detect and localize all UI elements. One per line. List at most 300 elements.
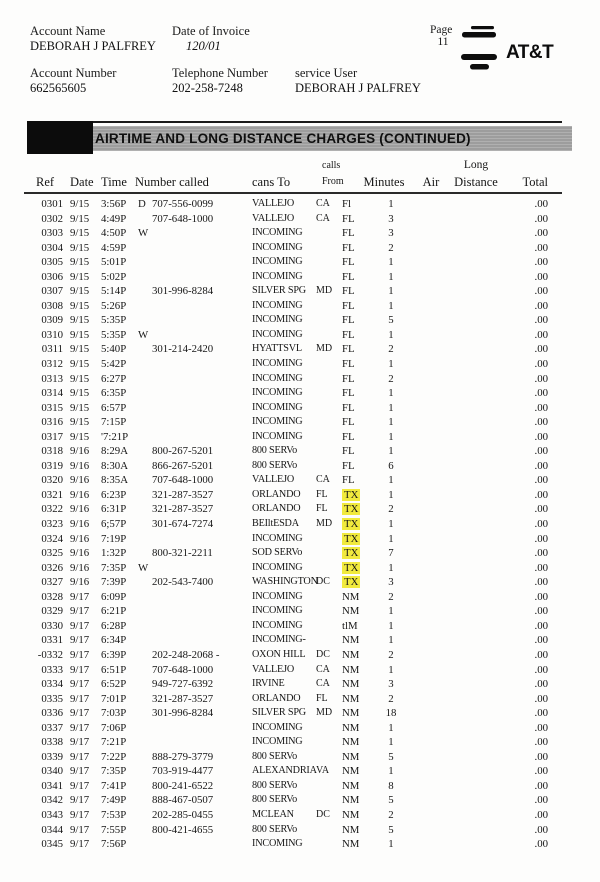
cell-number-called: 301-674-7274 — [152, 518, 214, 531]
cell-calls-from: NM — [342, 721, 360, 734]
cell-date: 9/16 — [70, 459, 90, 472]
cell-number-called — [152, 561, 252, 576]
cell-time: 5:35P — [101, 314, 127, 327]
cell-time: 7:21P — [101, 736, 127, 749]
cell-total: .00 — [534, 576, 548, 589]
cell-flag — [138, 604, 152, 619]
col-header-air: Air — [422, 175, 440, 189]
cell-flag — [138, 255, 152, 270]
cell-number-called: 202-285-0455 — [152, 808, 214, 821]
table-row — [0, 764, 600, 779]
cell-time: 6:21P — [101, 605, 127, 618]
cell-calls-to: INCOMING — [252, 256, 303, 268]
cell-calls-from: NM — [342, 794, 360, 807]
cell-date: 9/17 — [70, 823, 90, 836]
cell-time: 5:14P — [101, 285, 127, 298]
cell-total: .00 — [534, 314, 548, 327]
cell-calls-from: FL — [342, 328, 355, 341]
cell-date: 9/15 — [70, 358, 90, 371]
cell-state — [316, 459, 342, 474]
cell-minutes: 7 — [388, 547, 394, 560]
cell-calls-to: INCOMING — [252, 721, 303, 733]
cell-date: 9/17 — [70, 838, 90, 851]
cell-air — [416, 415, 446, 430]
cell-state — [316, 633, 342, 648]
cell-ref: 0316 — [41, 416, 63, 429]
cell-flag — [138, 619, 152, 634]
cell-date: 9/15 — [70, 430, 90, 443]
table-row — [0, 619, 600, 634]
cell-number-called: 888-279-3779 — [152, 750, 214, 763]
cell-total: .00 — [534, 212, 548, 225]
cell-flag — [138, 677, 152, 692]
cell-calls-from: NM — [342, 634, 360, 647]
cell-ref: 0313 — [41, 372, 63, 385]
table-row — [0, 212, 600, 227]
cell-air — [416, 793, 446, 808]
cell-total: .00 — [534, 707, 548, 720]
cell-long-distance — [446, 488, 506, 503]
cell-long-distance — [446, 401, 506, 416]
section-banner-title: AIRTIME AND LONG DISTANCE CHARGES (CONTINUED) — [95, 131, 471, 146]
cell-calls-from: NM — [342, 648, 360, 661]
cell-flag — [138, 430, 152, 445]
cell-date: 9/17 — [70, 678, 90, 691]
cell-long-distance — [446, 808, 506, 823]
cell-state — [316, 241, 342, 256]
cell-flag — [138, 633, 152, 648]
cell-calls-from: FL — [342, 227, 355, 240]
cell-calls-to: 800 SERVo — [252, 750, 298, 762]
cell-number-called: 301-214-2420 — [152, 343, 214, 356]
cell-minutes: 1 — [388, 838, 394, 851]
cell-time: 4:59P — [101, 241, 127, 254]
cell-ref: 0307 — [41, 285, 63, 298]
cell-flag — [138, 313, 152, 328]
cell-total: .00 — [534, 605, 548, 618]
cell-time: 7:03P — [101, 707, 127, 720]
cell-calls-to: INCOMING — [252, 241, 303, 253]
cell-ref: 0341 — [41, 779, 63, 792]
table-header-rule — [24, 192, 562, 194]
cell-number-called — [152, 532, 252, 547]
cell-ref: 0314 — [41, 387, 63, 400]
cell-total: .00 — [534, 648, 548, 661]
invoice-date-value: 120/01 — [186, 39, 221, 53]
cell-ref: 0306 — [41, 270, 63, 283]
cell-time: 7:15P — [101, 416, 127, 429]
cell-flag — [138, 764, 152, 779]
cell-date: 9/15 — [70, 314, 90, 327]
table-row — [0, 721, 600, 736]
page-label: Page — [430, 24, 453, 36]
cell-minutes: 1 — [388, 765, 394, 778]
cell-date: 9/15 — [70, 270, 90, 283]
cell-long-distance — [446, 517, 506, 532]
cell-long-distance — [446, 764, 506, 779]
cell-time: 6:09P — [101, 590, 127, 603]
cell-state: DC — [316, 808, 330, 820]
cell-state: MD — [316, 518, 333, 530]
cell-calls-from: TX — [344, 532, 359, 545]
cell-date: 9/17 — [70, 750, 90, 763]
cell-long-distance — [446, 532, 506, 547]
cell-state: CA — [316, 474, 330, 486]
cell-state — [316, 328, 342, 343]
cell-date: 9/16 — [70, 518, 90, 531]
cell-total: .00 — [534, 358, 548, 371]
cell-calls-from: NM — [342, 605, 360, 618]
cell-number-called: 321-287-3527 — [152, 488, 214, 501]
cell-long-distance — [446, 692, 506, 707]
table-row — [0, 692, 600, 707]
invoice-date-block — [172, 24, 250, 54]
col-header-number: Number called — [135, 175, 209, 189]
cell-time: 6:31P — [101, 503, 127, 516]
cell-ref: 0336 — [41, 707, 63, 720]
cell-total: .00 — [534, 387, 548, 400]
cell-air — [416, 313, 446, 328]
cell-date: 9/16 — [70, 474, 90, 487]
cell-time: 5:01P — [101, 256, 127, 269]
cell-total: .00 — [534, 532, 548, 545]
col-header-calls-to: cans To — [252, 175, 291, 189]
cell-calls-to: ORLANDO — [252, 503, 301, 515]
cell-long-distance — [446, 372, 506, 387]
cell-time: 7:49P — [101, 794, 127, 807]
table-row — [0, 663, 600, 678]
cell-air — [416, 459, 446, 474]
table-row — [0, 604, 600, 619]
cell-calls-to: WASHINGTON — [252, 576, 318, 588]
cell-date: 9/17 — [70, 794, 90, 807]
cell-time: 5:35P — [101, 328, 127, 341]
cell-minutes: 2 — [388, 590, 394, 603]
cell-time: 7:56P — [101, 838, 127, 851]
cell-minutes: 1 — [388, 605, 394, 618]
table-row — [0, 313, 600, 328]
cell-number-called: 707-648-1000 — [152, 212, 214, 225]
cell-number-called — [152, 328, 252, 343]
cell-ref: 0319 — [41, 459, 63, 472]
cell-state — [316, 415, 342, 430]
cell-ref: 0323 — [41, 518, 63, 531]
cell-total: .00 — [534, 270, 548, 283]
cell-long-distance — [446, 561, 506, 576]
cell-total: .00 — [534, 227, 548, 240]
table-row — [0, 430, 600, 445]
cell-date: 9/17 — [70, 721, 90, 734]
cell-long-distance — [446, 779, 506, 794]
cell-state: FL — [316, 488, 328, 500]
cell-state: FL — [316, 503, 328, 515]
cell-state: VA — [316, 765, 330, 777]
cell-long-distance — [446, 226, 506, 241]
cell-date: 9/17 — [70, 634, 90, 647]
cell-time: 3:56P — [101, 198, 127, 210]
cell-long-distance — [446, 721, 506, 736]
cell-total: .00 — [534, 619, 548, 632]
cell-time: 6;57P — [101, 518, 127, 531]
cell-ref: 0342 — [41, 794, 63, 807]
cell-total: .00 — [534, 736, 548, 749]
cell-total: .00 — [534, 328, 548, 341]
cell-ref: 0343 — [41, 808, 63, 821]
cell-flag — [138, 357, 152, 372]
cell-calls-to: 800 SERVo — [252, 823, 298, 835]
table-row — [0, 750, 600, 765]
cell-flag — [138, 750, 152, 765]
cell-ref: 0339 — [41, 750, 63, 763]
cell-total: .00 — [534, 401, 548, 414]
cell-state — [316, 357, 342, 372]
cell-calls-to: SILVER SPG — [252, 285, 306, 297]
cell-minutes: 1 — [388, 285, 394, 298]
cell-calls-from: TX — [344, 561, 359, 574]
cell-flag: D — [138, 198, 146, 210]
cell-long-distance — [446, 299, 506, 314]
cell-total: .00 — [534, 343, 548, 356]
cell-total: .00 — [534, 808, 548, 821]
brand-block — [458, 24, 553, 72]
cell-calls-from: TX — [344, 518, 359, 531]
cell-calls-from: NM — [342, 823, 360, 836]
cell-calls-to: INCOMING — [252, 590, 303, 602]
cell-calls-to: VALLEJO — [252, 663, 294, 675]
table-row — [0, 633, 600, 648]
cell-long-distance — [446, 837, 506, 852]
cell-ref: 0329 — [41, 605, 63, 618]
cell-air — [416, 226, 446, 241]
cell-calls-from: Fl — [342, 198, 352, 210]
service-user-block — [295, 66, 421, 96]
cell-calls-to: VALLEJO — [252, 198, 294, 209]
table-row — [0, 357, 600, 372]
cell-ref: 0337 — [41, 721, 63, 734]
cell-air — [416, 590, 446, 605]
cell-long-distance — [446, 604, 506, 619]
cell-calls-from: NM — [342, 750, 360, 763]
cell-minutes: 2 — [388, 343, 394, 356]
cell-calls-to: ORLANDO — [252, 488, 301, 500]
cell-time: 7:01P — [101, 692, 127, 705]
cell-state — [316, 793, 342, 808]
cell-number-called — [152, 430, 252, 445]
table-row — [0, 837, 600, 852]
cell-calls-to: INCOMING — [252, 227, 303, 239]
cell-long-distance — [446, 750, 506, 765]
cell-air — [416, 488, 446, 503]
cell-calls-from: FL — [342, 401, 355, 414]
cell-date: 9/15 — [70, 401, 90, 414]
col-header-calls-over: calls — [322, 160, 341, 171]
cell-time: 4:49P — [101, 212, 127, 225]
cell-calls-to: OXON HILL — [252, 648, 306, 660]
cell-minutes: 1 — [388, 561, 394, 574]
cell-air — [416, 677, 446, 692]
cell-minutes: 5 — [388, 794, 394, 807]
cell-minutes: 2 — [388, 692, 394, 705]
cell-minutes: 2 — [388, 648, 394, 661]
cell-number-called: 321-287-3527 — [152, 503, 214, 516]
cell-air — [416, 663, 446, 678]
cell-number-called — [152, 255, 252, 270]
cell-flag — [138, 721, 152, 736]
cell-ref: 0344 — [41, 823, 63, 836]
cell-flag — [138, 401, 152, 416]
telephone-value: 202-258-7248 — [172, 81, 243, 95]
cell-ref: 0325 — [41, 547, 63, 560]
cell-air — [416, 648, 446, 663]
cell-time: 8:30A — [101, 459, 128, 472]
col-header-total: Total — [522, 175, 548, 189]
cell-air — [416, 401, 446, 416]
col-header-ref: Ref — [36, 175, 55, 189]
cell-date: 9/17 — [70, 605, 90, 618]
cell-air — [416, 575, 446, 590]
cell-date: 9/16 — [70, 576, 90, 589]
cell-number-called: 301-996-8284 — [152, 707, 214, 720]
cell-total: .00 — [534, 547, 548, 560]
table-row — [0, 561, 600, 576]
table-row — [0, 590, 600, 605]
cell-calls-from: FL — [342, 212, 355, 225]
cell-calls-to: 800 SERVo — [252, 459, 298, 471]
cell-number-called — [152, 357, 252, 372]
cell-state — [316, 779, 342, 794]
cell-time: 5:40P — [101, 343, 127, 356]
cell-state: CA — [316, 663, 330, 675]
cell-long-distance — [446, 430, 506, 445]
cell-calls-from: tlM — [342, 619, 358, 632]
cell-number-called: 707-556-0099 — [152, 198, 214, 210]
cell-time: 7:19P — [101, 532, 127, 545]
cell-air — [416, 721, 446, 736]
cell-number-called — [152, 721, 252, 736]
cell-total: .00 — [534, 372, 548, 385]
account-name-label: Account Name — [30, 24, 106, 38]
cell-minutes: 1 — [388, 518, 394, 531]
cell-number-called: 800-321-2211 — [152, 547, 213, 560]
cell-date: 9/17 — [70, 808, 90, 821]
cell-number-called — [152, 270, 252, 285]
cell-calls-to: VALLEJO — [252, 212, 294, 224]
cell-date: 9/15 — [70, 372, 90, 385]
cell-minutes: 1 — [388, 721, 394, 734]
cell-ref: 0328 — [41, 590, 63, 603]
cell-minutes: 1 — [388, 270, 394, 283]
cell-flag — [138, 663, 152, 678]
cell-air — [416, 823, 446, 838]
cell-state — [316, 546, 342, 561]
cell-air — [416, 604, 446, 619]
table-row — [0, 415, 600, 430]
cell-air — [416, 808, 446, 823]
cell-calls-to: INCOMING — [252, 387, 303, 399]
table-row — [0, 197, 600, 212]
cell-calls-to: SOD SERVo — [252, 547, 303, 559]
cell-flag — [138, 648, 152, 663]
cell-date: 9/17 — [70, 779, 90, 792]
cell-calls-from: FL — [342, 459, 355, 472]
cell-minutes: 1 — [388, 663, 394, 676]
cell-time: 1:32P — [101, 547, 127, 560]
cell-number-called: 800-267-5201 — [152, 445, 214, 458]
cell-time: 6:35P — [101, 387, 127, 400]
cell-air — [416, 692, 446, 707]
cell-calls-from: FL — [342, 358, 355, 371]
cell-ref: 0338 — [41, 736, 63, 749]
cell-flag — [138, 299, 152, 314]
cell-calls-from: FL — [342, 299, 355, 312]
cell-date: 9/16 — [70, 445, 90, 458]
cell-air — [416, 386, 446, 401]
cell-date: 9/16 — [70, 561, 90, 574]
cell-ref: 0326 — [41, 561, 63, 574]
cell-minutes: 3 — [388, 576, 394, 589]
cell-time: 6:51P — [101, 663, 127, 676]
cell-flag — [138, 372, 152, 387]
cell-date: 9/15 — [70, 416, 90, 429]
cell-time: 4:50P — [101, 227, 127, 240]
cell-minutes: 3 — [388, 678, 394, 691]
cell-number-called: 800-241-6522 — [152, 779, 214, 792]
cell-calls-from: FL — [342, 430, 355, 443]
telephone-label: Telephone Number — [172, 66, 268, 80]
cell-date: 9/16 — [70, 503, 90, 516]
cell-number-called: 202-248-2068 - — [152, 648, 220, 661]
service-user-label: service User — [295, 66, 358, 80]
table-row — [0, 401, 600, 416]
col-header-time: Time — [101, 175, 127, 189]
cell-number-called — [152, 386, 252, 401]
table-row — [0, 372, 600, 387]
cell-number-called — [152, 415, 252, 430]
cell-long-distance — [446, 313, 506, 328]
cell-calls-to: INCOMING — [252, 328, 303, 340]
cell-ref: 0340 — [41, 765, 63, 778]
cell-ref: 0322 — [41, 503, 63, 516]
cell-state: CA — [316, 212, 330, 224]
cell-number-called — [152, 619, 252, 634]
cell-calls-from: FL — [342, 256, 355, 269]
cell-flag — [138, 590, 152, 605]
cell-flag — [138, 808, 152, 823]
cell-number-called — [152, 604, 252, 619]
cell-state — [316, 299, 342, 314]
cell-minutes: 8 — [388, 779, 394, 792]
cell-long-distance — [446, 386, 506, 401]
cell-minutes: 2 — [388, 808, 394, 821]
cell-flag — [138, 692, 152, 707]
cell-date: 9/17 — [70, 765, 90, 778]
cell-ref: 0317 — [41, 430, 63, 443]
cell-time: 7:22P — [101, 750, 127, 763]
cell-number-called — [152, 735, 252, 750]
cell-minutes: 1 — [388, 401, 394, 414]
cell-state — [316, 619, 342, 634]
page-number: 11 — [437, 36, 449, 48]
cell-flag — [138, 546, 152, 561]
cell-total: .00 — [534, 459, 548, 472]
cell-date: 9/15 — [70, 227, 90, 240]
table-row — [0, 241, 600, 256]
cell-air — [416, 241, 446, 256]
cell-state: CA — [316, 198, 330, 209]
table-row — [0, 444, 600, 459]
cell-total: .00 — [534, 634, 548, 647]
cell-flag — [138, 735, 152, 750]
